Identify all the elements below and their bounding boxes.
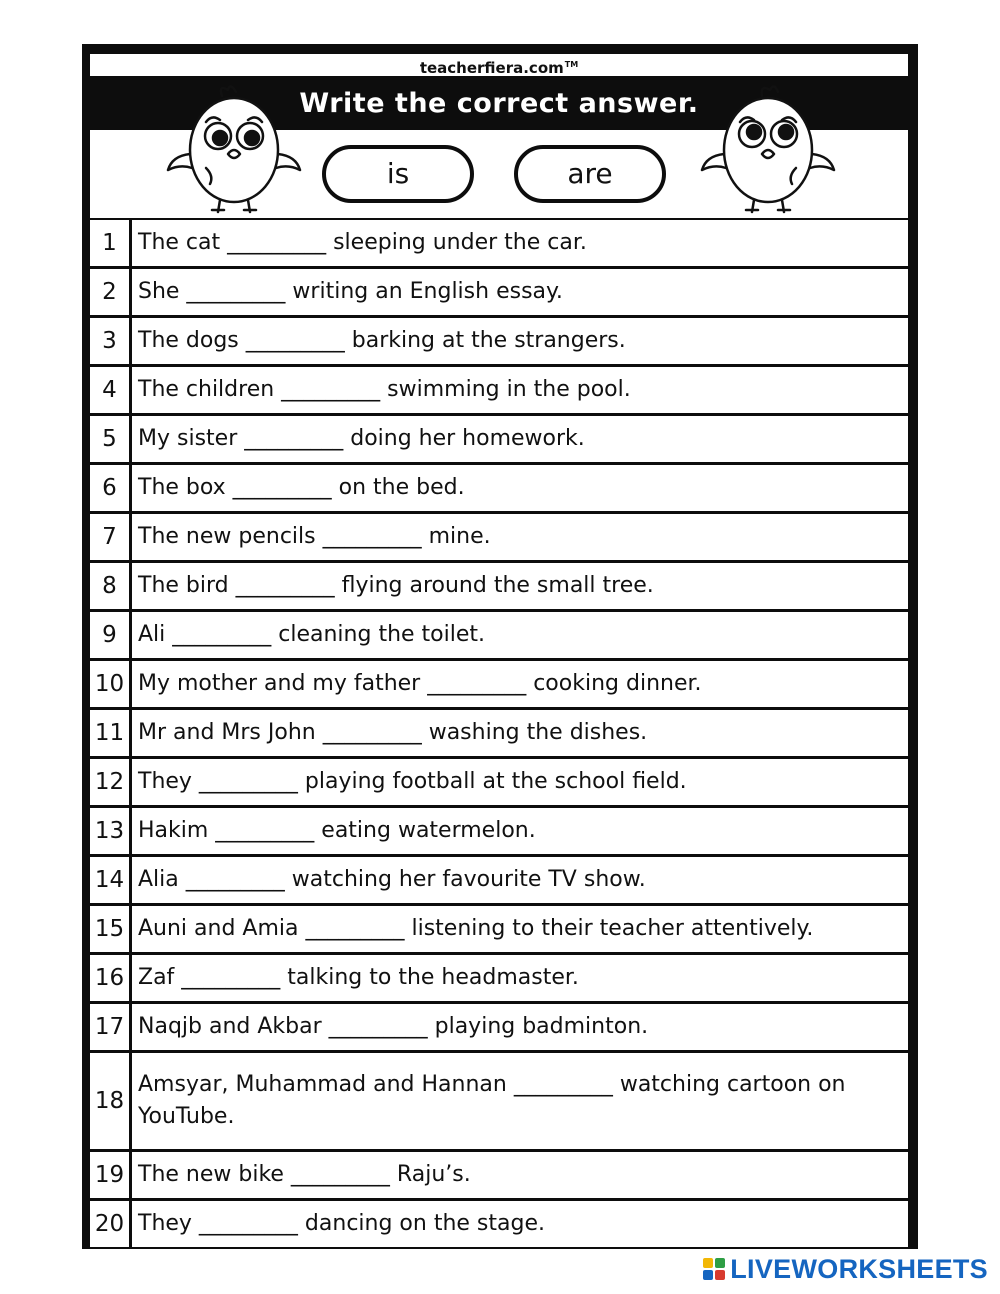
question-number: 16 <box>90 955 132 1001</box>
question-row <box>90 955 908 1001</box>
liveworksheets-brand: LIVEWORKSHEETS <box>730 1253 988 1284</box>
question-sentence[interactable]: My sister _________ doing her homework. <box>138 426 585 451</box>
question-row <box>90 612 908 658</box>
question-sentence[interactable]: Naqjb and Akbar _________ playing badminton. <box>138 1014 649 1039</box>
question-sentence[interactable]: They _________ playing football at the school field. <box>138 769 687 794</box>
question-sentence[interactable]: They _________ dancing on the stage. <box>138 1211 545 1236</box>
question-number: 18 <box>90 1053 132 1149</box>
question-row <box>90 710 908 756</box>
question-row <box>90 563 908 609</box>
question-number: 7 <box>90 514 132 560</box>
question-row <box>90 1152 908 1198</box>
question-number: 17 <box>90 1004 132 1050</box>
question-number: 10 <box>90 661 132 707</box>
word-bank-option-are[interactable]: are <box>514 145 666 203</box>
question-row <box>90 220 908 266</box>
question-number: 15 <box>90 906 132 952</box>
question-sentence[interactable]: Alia _________ watching her favourite TV show. <box>138 867 646 892</box>
question-number: 11 <box>90 710 132 756</box>
question-row <box>90 514 908 560</box>
question-sentence[interactable]: Mr and Mrs John _________ washing the dishes. <box>138 720 648 745</box>
question-number: 20 <box>90 1201 132 1247</box>
question-sentence[interactable]: The new pencils _________ mine. <box>138 524 491 549</box>
site-header <box>90 54 908 76</box>
question-sentence[interactable]: The cat _________ sleeping under the car. <box>138 230 587 255</box>
question-number: 4 <box>90 367 132 413</box>
question-number: 8 <box>90 563 132 609</box>
liveworksheets-logo-icon <box>702 1257 726 1281</box>
question-sentence[interactable]: Hakim _________ eating watermelon. <box>138 818 536 843</box>
trademark: TM <box>564 60 579 69</box>
question-row <box>90 269 908 315</box>
question-sentence[interactable]: The children _________ swimming in the pool. <box>138 377 631 402</box>
question-row <box>90 906 908 952</box>
question-row <box>90 1004 908 1050</box>
worksheet <box>82 44 918 1249</box>
question-sentence[interactable]: Auni and Amia _________ listening to their teacher attentively. <box>138 916 814 941</box>
question-number: 12 <box>90 759 132 805</box>
question-number: 5 <box>90 416 132 462</box>
question-list <box>90 220 908 1250</box>
question-row <box>90 857 908 903</box>
word-bank-area <box>90 130 908 218</box>
question-number: 2 <box>90 269 132 315</box>
question-row <box>90 367 908 413</box>
question-sentence[interactable]: My mother and my father _________ cooking dinner. <box>138 671 702 696</box>
question-sentence[interactable]: Zaf _________ talking to the headmaster. <box>138 965 579 990</box>
chick-illustration-left <box>166 84 302 216</box>
question-number: 6 <box>90 465 132 511</box>
question-sentence[interactable]: The bird _________ flying around the small tree. <box>138 573 654 598</box>
question-row <box>90 318 908 364</box>
question-number: 1 <box>90 220 132 266</box>
question-number: 14 <box>90 857 132 903</box>
question-sentence[interactable]: Amsyar, Muhammad and Hannan _________ watching cartoon on YouTube. <box>138 1072 846 1129</box>
chick-illustration-right <box>700 84 836 216</box>
question-sentence[interactable]: Ali _________ cleaning the toilet. <box>138 622 486 647</box>
question-number: 3 <box>90 318 132 364</box>
worksheet-title: Write the correct answer. <box>299 88 699 119</box>
question-row <box>90 759 908 805</box>
question-row <box>90 465 908 511</box>
question-row <box>90 661 908 707</box>
question-sentence[interactable]: The dogs _________ barking at the strangers. <box>138 328 626 353</box>
question-row <box>90 808 908 854</box>
question-number: 13 <box>90 808 132 854</box>
question-number: 19 <box>90 1152 132 1198</box>
question-row <box>90 1053 908 1149</box>
question-row <box>90 416 908 462</box>
liveworksheets-footer <box>702 1254 988 1284</box>
site-name: teacherfiera.com <box>419 59 564 77</box>
question-sentence[interactable]: She _________ writing an English essay. <box>138 279 563 304</box>
question-sentence[interactable]: The new bike _________ Raju’s. <box>138 1162 471 1187</box>
question-row <box>90 1201 908 1247</box>
word-bank-option-is[interactable]: is <box>322 145 474 203</box>
question-number: 9 <box>90 612 132 658</box>
question-sentence[interactable]: The box _________ on the bed. <box>138 475 465 500</box>
